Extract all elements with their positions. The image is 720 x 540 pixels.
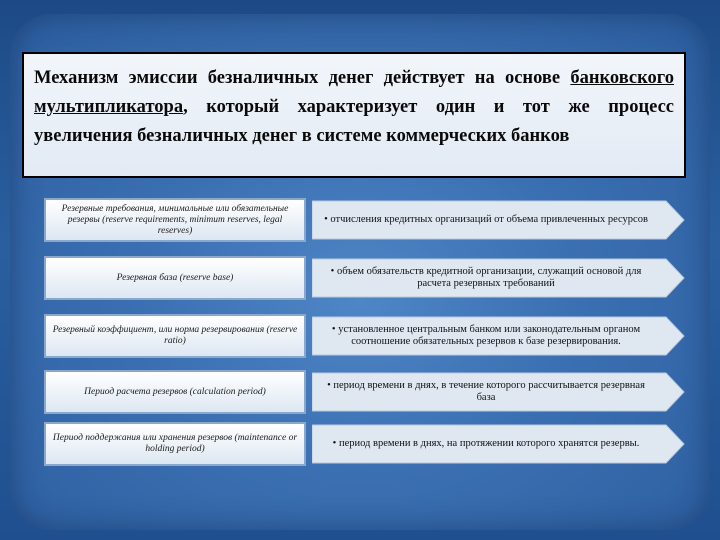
definition-text: • отчисления кредитных организаций от объема привлеченных ресурсов bbox=[324, 214, 648, 225]
slide-caption bbox=[22, 52, 686, 178]
definition-arrow bbox=[312, 422, 686, 466]
term-box: Период расчета резервов (calculation period) bbox=[44, 370, 306, 414]
definition-arrow bbox=[312, 256, 686, 300]
definition-row bbox=[44, 198, 686, 242]
definition-row bbox=[44, 370, 686, 414]
definition-row bbox=[44, 422, 686, 466]
definition-text: • период времени в днях, в течение которого рассчитывается резервная база bbox=[327, 380, 645, 403]
definition-text: • установленное центральным банком или законодательным органом соотношение обязательных резервов к базе резервирования. bbox=[331, 324, 641, 347]
term-box: Резервный коэффициент, или норма резервирования (reserve ratio) bbox=[44, 314, 306, 358]
term-box: Период поддержания или хранения резервов (maintenance or holding period) bbox=[44, 422, 306, 466]
caption-term-multiplier: мультипликатора bbox=[34, 97, 184, 117]
definition-arrow bbox=[312, 370, 686, 414]
term-box: Резервная база (reserve base) bbox=[44, 256, 306, 300]
definition-row bbox=[44, 314, 686, 358]
caption-term-bank: банковского bbox=[570, 68, 674, 88]
definition-arrow bbox=[312, 198, 686, 242]
term-box: Резервные требования, минимальные или обязательные резервы (reserve requirements, minimum reserves, legal reserves) bbox=[44, 198, 306, 242]
definition-row bbox=[44, 256, 686, 300]
definition-text: • объем обязательств кредитной организации, служащий основой для расчета резервных требований bbox=[330, 266, 642, 289]
caption-text-2: , который характеризует один и тот же процесс увеличения безналичных денег в системе коммерческих банков bbox=[34, 97, 674, 146]
caption-text-1: Механизм эмиссии безналичных денег действует на основе bbox=[34, 68, 571, 88]
definition-text: • период времени в днях, на протяжении которого хранятся резервы. bbox=[332, 438, 640, 449]
definition-arrow bbox=[312, 314, 686, 358]
